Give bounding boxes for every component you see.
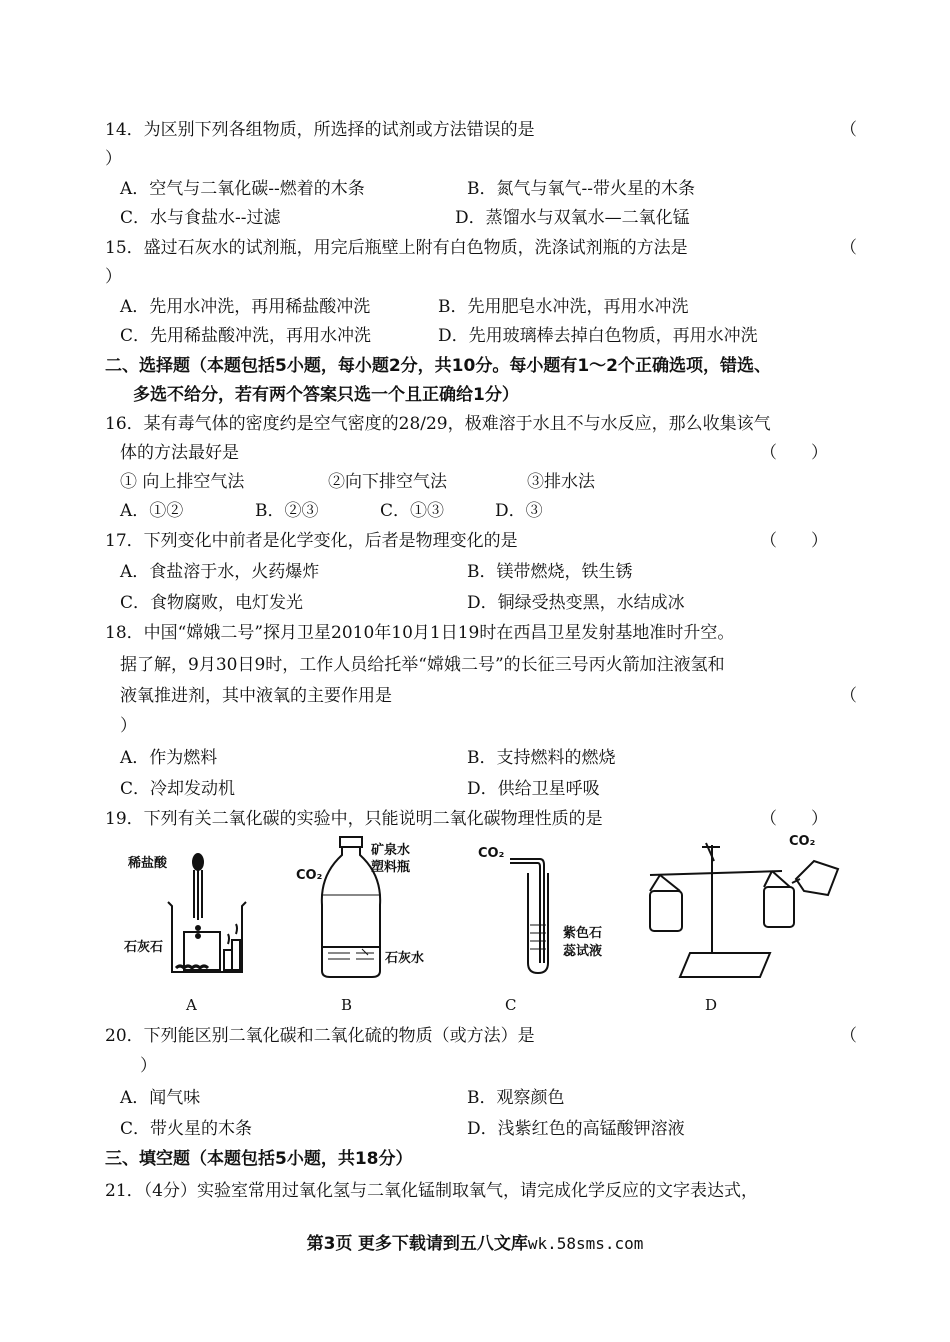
q20-option-c: C．带火星的木条 [120,1119,253,1139]
figure-c-testtube-apparatus [500,845,570,980]
footer-download-note: 更多下载请到五八文库 [357,1234,528,1254]
q17-answer-paren: （ ） [760,531,828,551]
q15-paren-close: ） [105,267,122,287]
q18-option-d: D．供给卫星呼吸 [467,779,600,799]
q18-paren-close: ） [120,716,137,736]
page-footer [0,1229,950,1254]
q20-paren-open: （ [840,1026,857,1046]
q14-option-c: C．水与食盐水--过滤 [120,208,281,228]
q18-stem-line3: 液氧推进剂，其中液氧的主要作用是 [120,686,392,706]
q20-paren-close: ） [140,1056,157,1076]
q18-stem-line1: 18．中国“嫦娥二号”探月卫星2010年10月1日19时在西昌卫星发射基地准时升空。 [105,623,735,643]
q20-stem: 20．下列能区别二氧化碳和二氧化硫的物质（或方法）是 [105,1026,535,1046]
fig-b-bottle-label-1: 矿泉水 [371,843,411,858]
q16-method-3: ③排水法 [527,472,595,492]
q14-stem: 14．为区别下列各组物质，所选择的试剂或方法错误的是 [105,120,535,140]
fig-a-acid-label: 稀盐酸 [128,856,168,871]
q18-option-b: B．支持燃料的燃烧 [467,748,616,768]
fig-a-limestone-label: 石灰石 [124,940,164,955]
q17-option-d: D．铜绿受热变黑，水结成冰 [467,593,685,613]
footer-url-link[interactable]: wk.58sms.com [527,1234,644,1253]
section3-heading: 三、填空题（本题包括5小题，共18分） [105,1149,413,1169]
q15-paren-open: （ [840,238,857,258]
section2-heading-line2: 多选不给分，若有两个答案只选一个且正确给1分） [133,385,519,405]
q16-option-d: D．③ [495,501,543,521]
fig-b-limewater-label: 石灰水 [385,951,425,966]
figure-d-caption: D [705,996,718,1014]
q14-option-a: A．空气与二氧化碳--燃着的木条 [120,179,365,199]
q18-paren-open: （ [840,686,857,706]
figure-a-caption: A [186,996,197,1014]
q16-stem-line2: 体的方法最好是 [120,443,239,463]
q17-option-a: A．食盐溶于水，火药爆炸 [120,562,320,582]
q18-stem-line2: 据了解，9月30日9时，工作人员给托举“嫦娥二号”的长征三号丙火箭加注液氢和 [120,655,725,675]
fig-d-co2-label: CO₂ [789,834,816,849]
q19-stem: 19．下列有关二氧化碳的实验中，只能说明二氧化碳物理性质的是 [105,809,603,829]
q19-answer-paren: （ ） [760,809,828,829]
q17-option-c: C．食物腐败，电灯发光 [120,593,304,613]
figure-b-caption: B [341,996,353,1014]
fig-c-litmus-label-1: 紫色石 [563,926,603,941]
q16-option-b: B．②③ [255,501,319,521]
q17-stem: 17．下列变化中前者是化学变化，后者是物理变化的是 [105,531,518,551]
fig-c-litmus-label-2: 蕊试液 [563,944,603,959]
q14-paren-open: （ [840,120,857,140]
fig-b-bottle-label-2: 塑料瓶 [371,860,411,875]
q15-stem: 15．盛过石灰水的试剂瓶，用完后瓶壁上附有白色物质，洗涤试剂瓶的方法是 [105,238,688,258]
fig-b-co2-label: CO₂ [296,868,323,883]
q16-option-c: C．①③ [380,501,445,521]
q16-answer-paren: （ ） [760,443,828,463]
q14-option-d: D．蒸馏水与双氧水—二氧化锰 [455,208,690,228]
q15-option-b: B．先用肥皂水冲洗，再用水冲洗 [438,297,689,317]
q20-option-a: A．闻气味 [120,1088,201,1108]
q21-stem-line1: 21．（4分）实验室常用过氧化氢与二氧化锰制取氧气，请完成化学反应的文字表达式， [105,1181,758,1201]
q20-option-d: D．浅紫红色的高锰酸钾溶液 [467,1119,685,1139]
q15-option-c: C．先用稀盐酸冲洗，再用水冲洗 [120,326,372,346]
q14-paren-close: ） [105,149,122,169]
q15-option-d: D．先用玻璃棒去掉白色物质，再用水冲洗 [438,326,758,346]
q16-stem-line1: 16．某有毒气体的密度约是空气密度的28/29，极难溶于水且不与水反应，那么收集该气 [105,414,771,434]
q16-method-1: ① 向上排空气法 [120,472,245,492]
q16-option-a: A．①② [120,501,184,521]
q15-option-a: A．先用水冲洗，再用稀盐酸冲洗 [120,297,371,317]
q14-option-b: B．氮气与氧气--带火星的木条 [467,179,695,199]
q16-method-2: ②向下排空气法 [328,472,447,492]
q18-option-a: A．作为燃料 [120,748,218,768]
figure-c-caption: C [505,996,517,1014]
figure-d-balance-apparatus [640,835,860,985]
section2-heading-line1: 二、选择题（本题包括5小题，每小题2分，共10分。每小题有1～2个正确选项，错选、 [105,356,771,376]
q20-option-b: B．观察颜色 [467,1088,565,1108]
q18-option-c: C．冷却发动机 [120,779,236,799]
footer-page-number: 第3页 [306,1234,353,1254]
q17-option-b: B．镁带燃烧，铁生锈 [467,562,633,582]
fig-c-co2-label: CO₂ [478,846,505,861]
